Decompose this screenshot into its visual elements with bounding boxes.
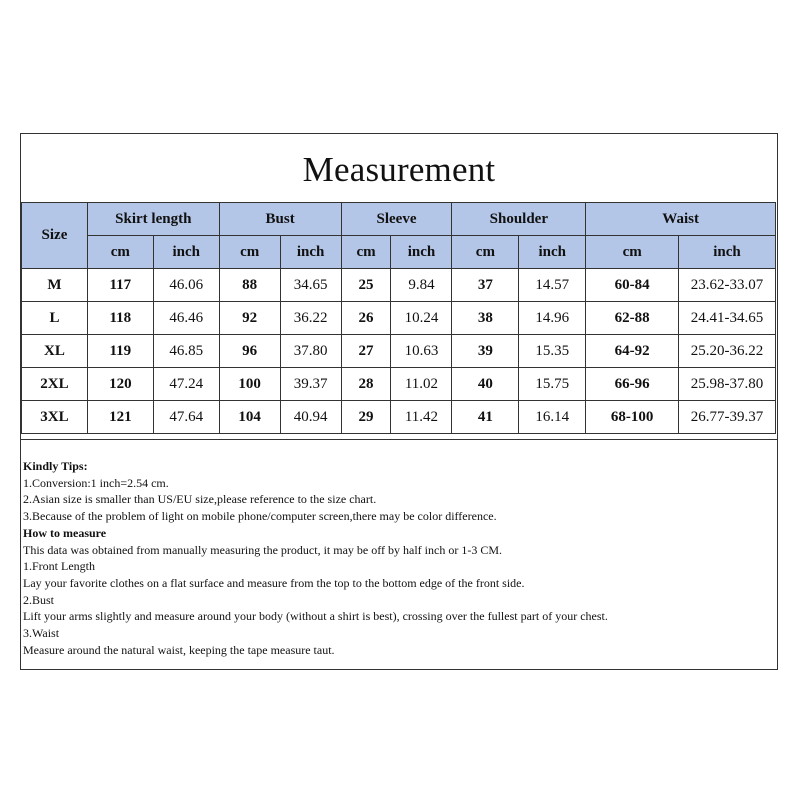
table-cell: 64-92 [586,335,679,368]
tip-line: 1.Conversion:1 inch=2.54 cm. [23,475,169,490]
table-cell: 14.57 [519,269,586,302]
measure-item-label: 2.Bust [23,592,55,607]
size-cell: XL [22,335,88,368]
unit-header: cm [219,236,280,269]
size-cell: M [22,269,88,302]
table-cell: 25 [341,269,391,302]
table-cell: 10.24 [391,302,452,335]
table-cell: 9.84 [391,269,452,302]
how-to-measure-heading: How to measure [23,525,107,540]
size-cell: 3XL [22,401,88,434]
table-cell: 38 [452,302,519,335]
unit-header: cm [341,236,391,269]
measure-item-text: Lift your arms slightly and measure around your body (without a shirt is best), crossing over the fullest part of your chest. [23,609,608,624]
unit-header: inch [519,236,586,269]
size-header: Size [22,203,88,269]
measure-intro: This data was obtained from manually measuring the product, it may be off by half inch or 1-3 CM. [23,542,502,557]
table-cell: 34.65 [280,269,341,302]
table-cell: 10.63 [391,335,452,368]
table-cell: 37 [452,269,519,302]
group-header: Bust [219,203,341,236]
table-cell: 23.62-33.07 [679,269,776,302]
table-cell: 16.14 [519,401,586,434]
unit-header: inch [153,236,219,269]
table-cell: 26 [341,302,391,335]
table-cell: 46.06 [153,269,219,302]
table-cell: 68-100 [586,401,679,434]
tips-section [21,439,777,669]
table-cell: 41 [452,401,519,434]
unit-header: inch [391,236,452,269]
table-cell: 40 [452,368,519,401]
table-cell: 47.64 [153,401,219,434]
table-cell: 11.02 [391,368,452,401]
table-cell: 29 [341,401,391,434]
table-cell: 88 [219,269,280,302]
table-cell: 24.41-34.65 [679,302,776,335]
measure-item-label: 3.Waist [23,626,60,641]
table-cell: 92 [219,302,280,335]
unit-header: cm [452,236,519,269]
size-cell: 2XL [22,368,88,401]
size-chart-sheet [20,133,778,670]
table-row [22,368,776,401]
table-cell: 104 [219,401,280,434]
table-cell: 36.22 [280,302,341,335]
tip-line: 2.Asian size is smaller than US/EU size,please reference to the size chart. [23,492,377,507]
table-cell: 118 [87,302,153,335]
table-row [22,302,776,335]
table-cell: 40.94 [280,401,341,434]
table-row [22,401,776,434]
table-cell: 121 [87,401,153,434]
table-row [22,335,776,368]
table-cell: 117 [87,269,153,302]
unit-header: inch [280,236,341,269]
unit-header: cm [87,236,153,269]
table-cell: 39.37 [280,368,341,401]
table-cell: 46.85 [153,335,219,368]
table-cell: 66-96 [586,368,679,401]
size-table [21,202,776,434]
table-cell: 26.77-39.37 [679,401,776,434]
kindly-tips-heading: Kindly Tips: [23,459,88,473]
table-cell: 37.80 [280,335,341,368]
table-cell: 15.35 [519,335,586,368]
table-cell: 25.20-36.22 [679,335,776,368]
measure-item-text: Measure around the natural waist, keeping the tape measure taut. [23,642,335,657]
table-cell: 39 [452,335,519,368]
group-header: Skirt length [87,203,219,236]
table-row [22,269,776,302]
table-cell: 14.96 [519,302,586,335]
table-cell: 25.98-37.80 [679,368,776,401]
table-cell: 47.24 [153,368,219,401]
table-cell: 28 [341,368,391,401]
table-cell: 11.42 [391,401,452,434]
table-cell: 119 [87,335,153,368]
measure-item-text: Lay your favorite clothes on a flat surface and measure from the top to the bottom edge of the front side. [23,575,525,590]
table-cell: 120 [87,368,153,401]
group-header: Sleeve [341,203,452,236]
table-cell: 100 [219,368,280,401]
unit-header: cm [586,236,679,269]
unit-header: inch [679,236,776,269]
group-header: Waist [586,203,776,236]
measure-item-label: 1.Front Length [23,559,95,574]
page-title: Measurement [302,150,496,189]
table-cell: 46.46 [153,302,219,335]
table-cell: 15.75 [519,368,586,401]
size-cell: L [22,302,88,335]
table-cell: 62-88 [586,302,679,335]
table-cell: 27 [341,335,391,368]
table-cell: 60-84 [586,269,679,302]
tip-line: 3.Because of the problem of light on mobile phone/computer screen,there may be color difference. [23,509,497,524]
group-header: Shoulder [452,203,586,236]
table-cell: 96 [219,335,280,368]
